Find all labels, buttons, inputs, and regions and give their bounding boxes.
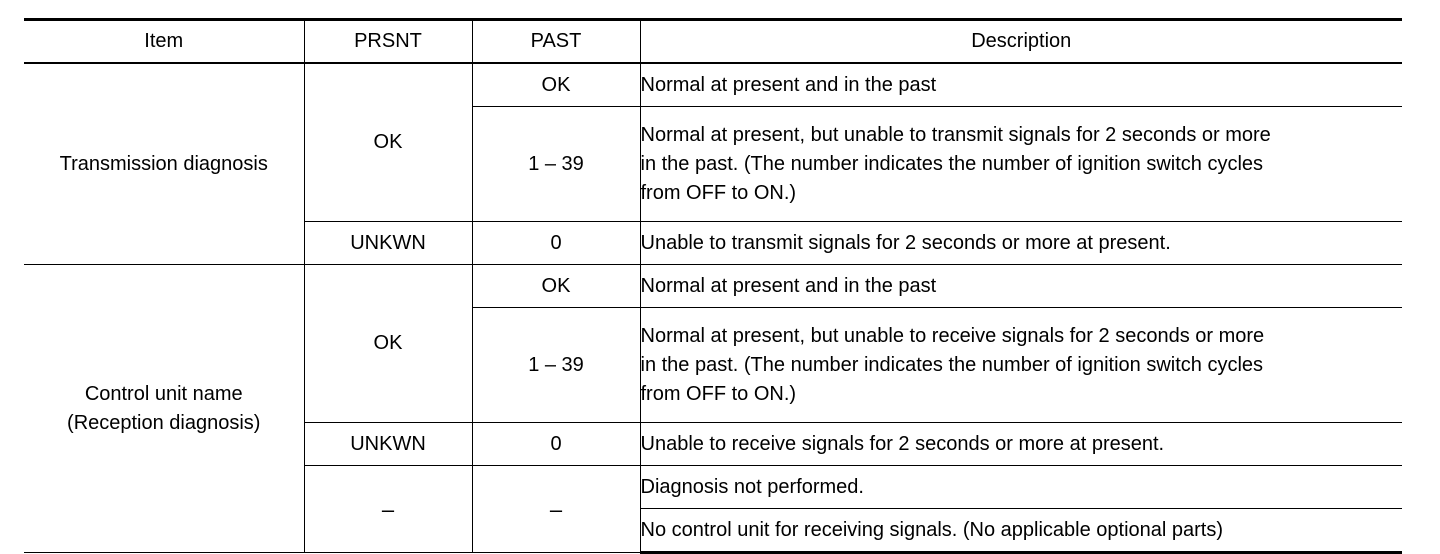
description-cell: No control unit for receiving signals. (No applicable optional parts) (640, 509, 1402, 553)
header-row (24, 20, 1402, 64)
description-cell: Diagnosis not performed. (640, 466, 1402, 509)
table-row (24, 265, 1402, 308)
description-line: Normal at present, but unable to receive signals for 2 seconds or more (640, 324, 1265, 347)
item-line: Control unit name (84, 382, 243, 405)
past-value: 0 (472, 423, 640, 466)
description-cell: Normal at present and in the past (640, 63, 1402, 107)
past-dash: – (472, 466, 640, 553)
past-value: 1 – 39 (472, 107, 640, 222)
prsnt-ok: OK (304, 63, 472, 222)
description-line: in the past. (The number indicates the number of ignition switch cycles (640, 353, 1264, 376)
description-cell (640, 308, 1402, 423)
prsnt-ok: OK (304, 265, 472, 423)
table-row (24, 63, 1402, 107)
description-cell: Unable to transmit signals for 2 seconds or more at present. (640, 222, 1402, 265)
header-item: Item (24, 20, 304, 64)
prsnt-unknown: UNKWN (304, 222, 472, 265)
prsnt-dash: – (304, 466, 472, 553)
diagnosis-result-table (24, 18, 1402, 554)
description-cell (640, 107, 1402, 222)
description-line: from OFF to ON.) (640, 181, 797, 204)
description-cell: Unable to receive signals for 2 seconds or more at present. (640, 423, 1402, 466)
item-reception-diagnosis (24, 265, 304, 553)
item-transmission-diagnosis: Transmission diagnosis (24, 63, 304, 265)
description-cell: Normal at present and in the past (640, 265, 1402, 308)
header-description: Description (640, 20, 1402, 64)
prsnt-unknown: UNKWN (304, 423, 472, 466)
description-line: Normal at present, but unable to transmit signals for 2 seconds or more (640, 123, 1271, 146)
description-line: in the past. (The number indicates the number of ignition switch cycles (640, 152, 1264, 175)
description-line: from OFF to ON.) (640, 382, 797, 405)
past-value: 0 (472, 222, 640, 265)
past-value: 1 – 39 (472, 308, 640, 423)
header-prsnt: PRSNT (304, 20, 472, 64)
item-line: (Reception diagnosis) (67, 411, 261, 434)
past-value: OK (472, 63, 640, 107)
header-past: PAST (472, 20, 640, 64)
past-value: OK (472, 265, 640, 308)
